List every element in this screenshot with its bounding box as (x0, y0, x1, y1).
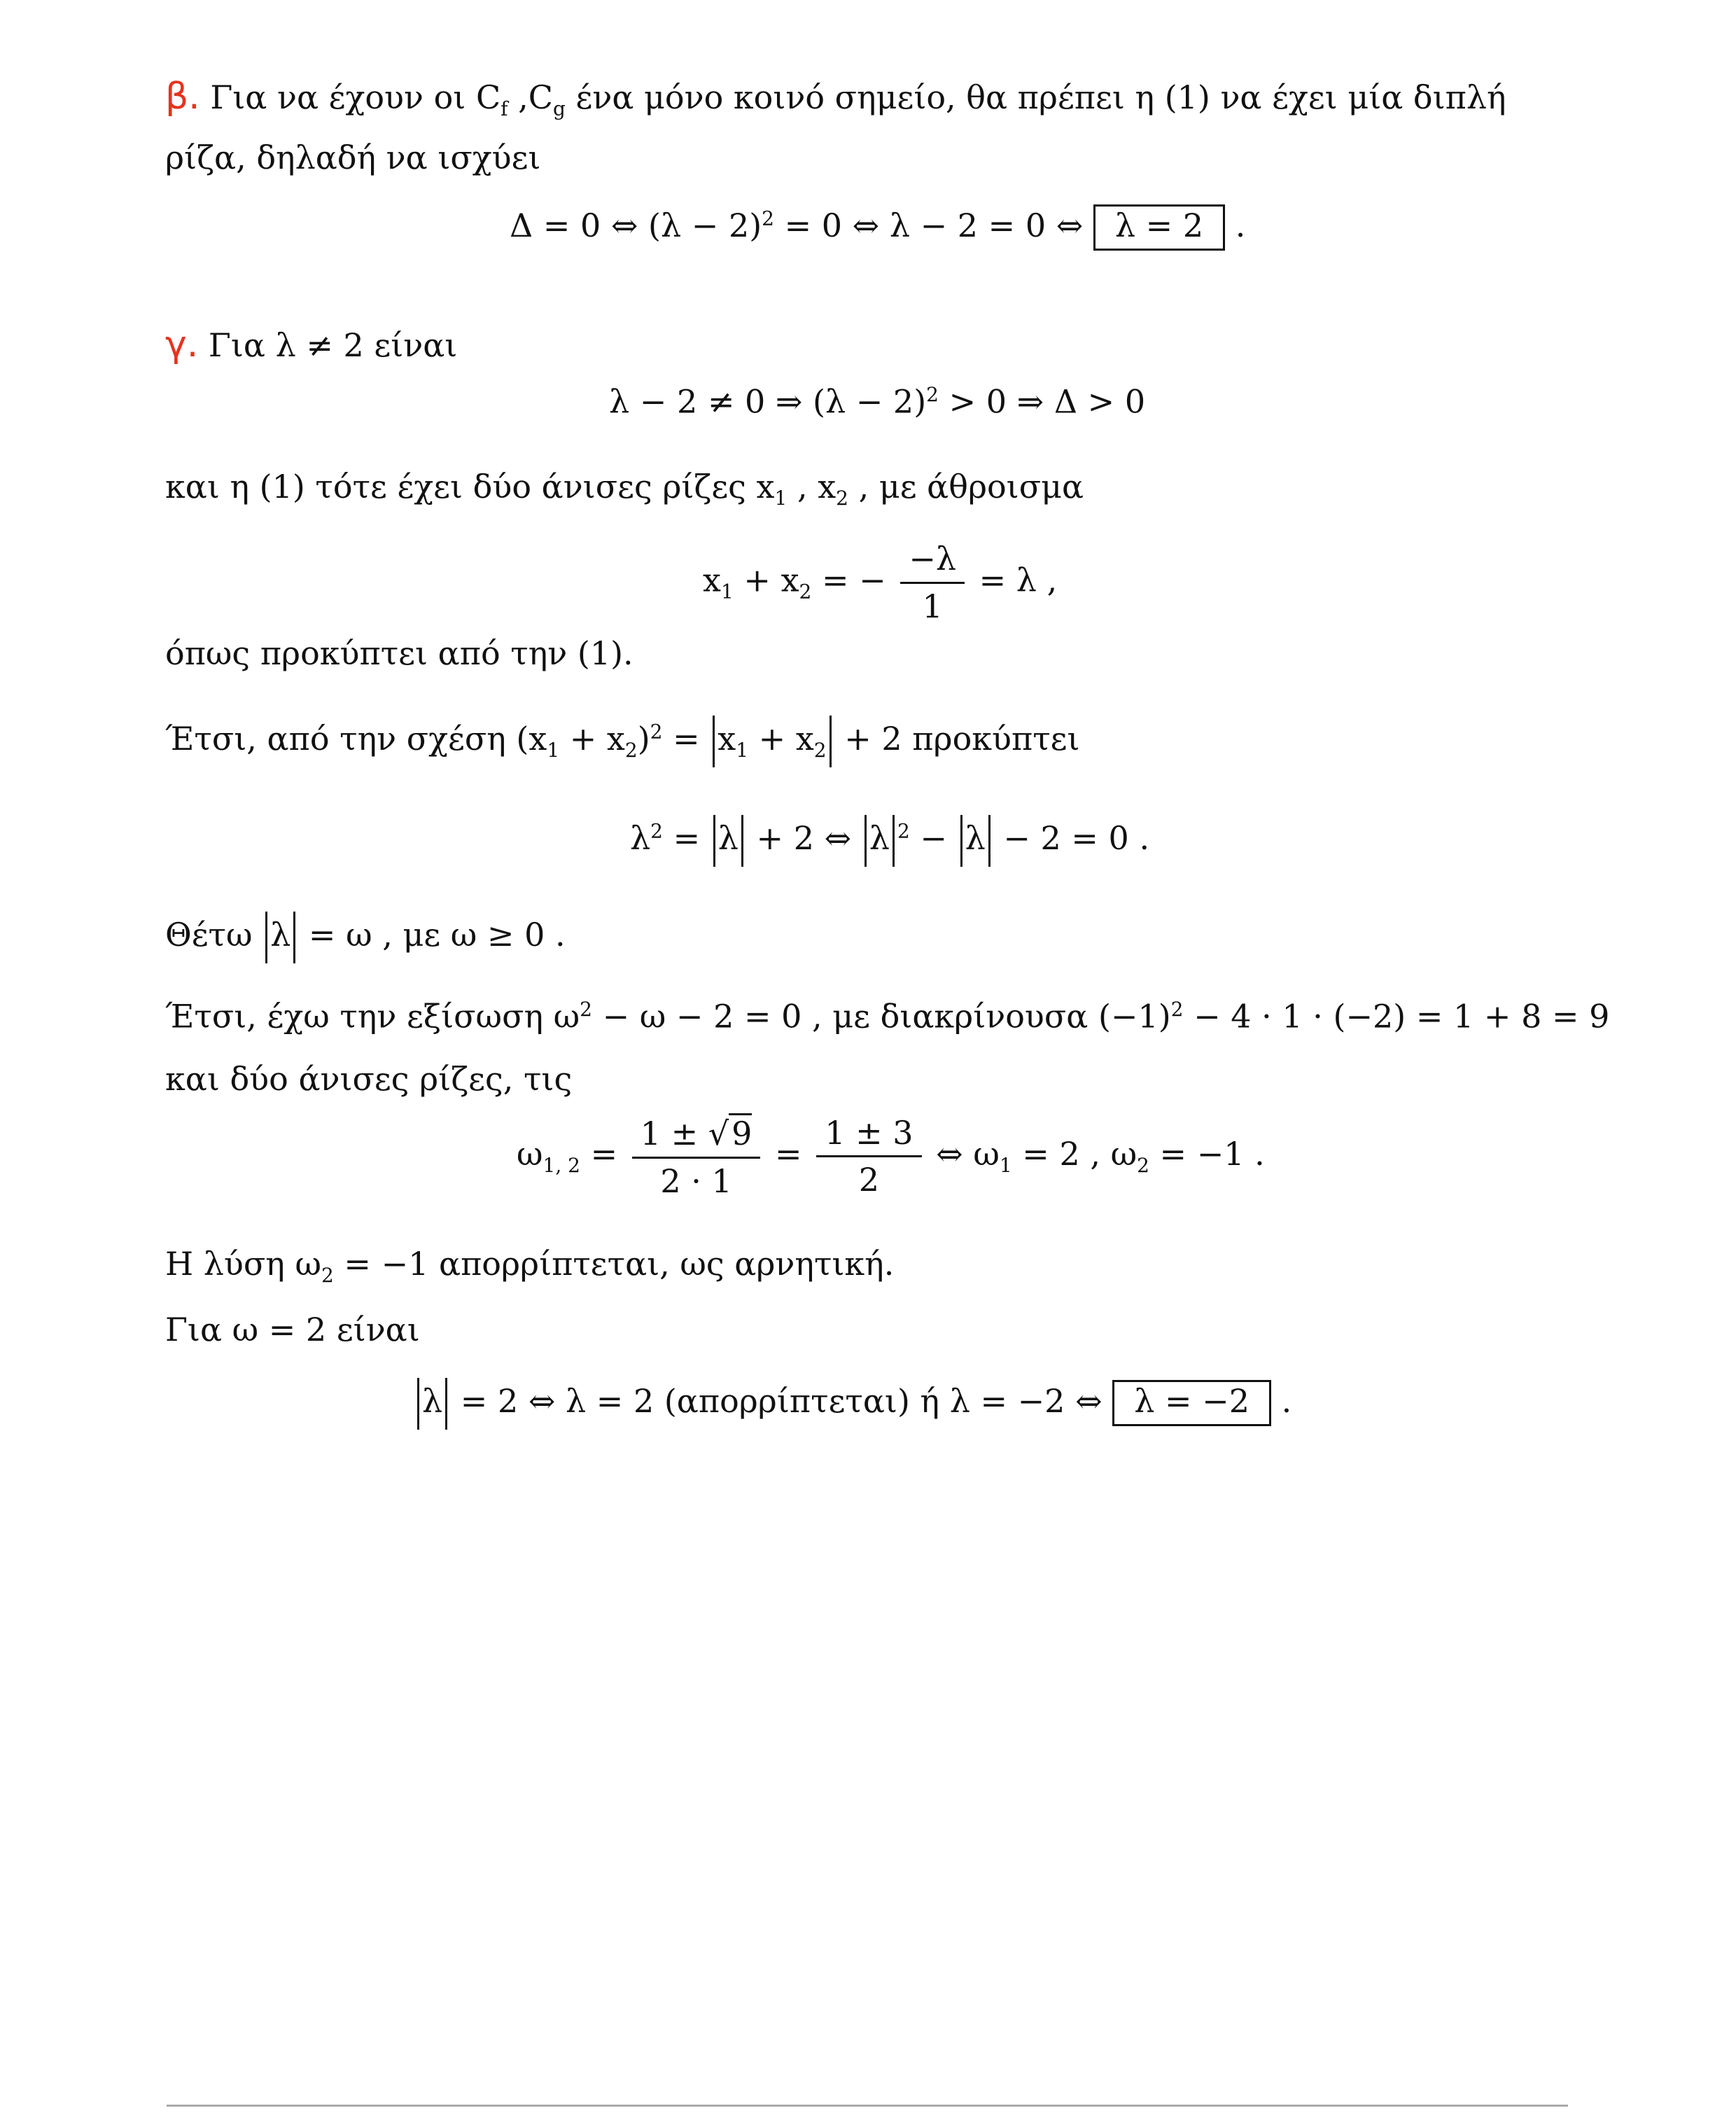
abs-bar (293, 912, 295, 963)
abs-bar (417, 1378, 419, 1430)
sqrt-radicand: 9 (729, 1113, 752, 1152)
math: . (1271, 1382, 1292, 1420)
math: Δ = 0 ⇔ (λ − 2) (510, 207, 762, 244)
math: λ (965, 819, 986, 857)
numerator: −λ (900, 541, 965, 584)
subscript: 2 (624, 739, 638, 762)
equation-lambda (630, 815, 1149, 867)
text: ένα μόνο κοινό σημείο, θα πρέπει η (1) να έχει μία διπλή (565, 78, 1506, 116)
abs-bar (741, 815, 743, 867)
equation-final (414, 1378, 1292, 1430)
superscript: 2 (580, 998, 592, 1021)
math: + x (733, 561, 799, 599)
superscript: 2 (762, 207, 774, 230)
rejection-line (165, 1245, 895, 1288)
math: . (1225, 207, 1246, 244)
text: , (507, 78, 528, 116)
math: λ (270, 916, 291, 954)
fraction (632, 1113, 761, 1200)
math: ⇔ ω (936, 1134, 1000, 1173)
subscript: 2 (813, 739, 827, 762)
math: = 0 ⇔ λ − 2 = 0 ⇔ (774, 207, 1093, 244)
numerator: 1 ± √9 (632, 1113, 761, 1159)
denominator: 2 · 1 (660, 1162, 732, 1200)
abs-bar (960, 815, 962, 867)
math: λ − 2 ≠ 0 ⇒ (λ − 2) (609, 382, 927, 421)
subscript: 2 (799, 580, 812, 604)
denominator: 2 (858, 1161, 879, 1199)
text: Για να έχουν οι (200, 78, 476, 116)
abs-bar (864, 815, 867, 867)
text: ) (637, 720, 650, 758)
equation-sum (703, 541, 1057, 625)
math: λ (422, 1382, 443, 1420)
from-line: όπως προκύπτει από την (1). (165, 634, 634, 672)
math: = −1 . (1149, 1134, 1265, 1173)
subscript: 2 (1137, 1154, 1149, 1178)
text: Έτσι, από την σχέση (x (165, 720, 547, 758)
math: − 2 = 0 . (993, 819, 1150, 857)
equation-discriminant (609, 382, 1146, 421)
part-gamma-label: γ. (165, 323, 199, 365)
substitution-line (165, 912, 566, 963)
numerator: 1 ± 3 (816, 1115, 921, 1158)
math: = 2 , ω (1011, 1134, 1138, 1173)
text: − 4 · 1 · (−2) = 1 + 8 = 9 (1183, 997, 1610, 1035)
superscript: 2 (650, 819, 663, 843)
math: 1 ± (640, 1115, 708, 1152)
subscript: g (552, 97, 566, 121)
boxed-answer: λ = −2 (1112, 1380, 1271, 1426)
part-beta-line2: ρίζα, δηλαδή να ισχύει (165, 139, 541, 176)
text: − ω − 2 = 0 , με διακρίνουσα (−1) (592, 997, 1171, 1035)
omega-two-line: Για ω = 2 είναι (165, 1311, 420, 1348)
subscript: 1 (736, 739, 749, 762)
math: > 0 ⇒ Δ > 0 (938, 382, 1146, 421)
text: Η λύση ω (165, 1245, 321, 1283)
part-beta-label: β. (165, 76, 200, 118)
text: , x (787, 468, 836, 505)
abs-bar (445, 1378, 447, 1430)
math: x (703, 561, 721, 599)
text: Έτσι, έχω την εξίσωση ω (165, 997, 580, 1035)
abs-bar (713, 815, 715, 867)
quadratic-line2: και δύο άνισες ρίζες, τις (165, 1060, 573, 1098)
part-beta-line1 (165, 78, 1506, 119)
superscript: 2 (1170, 998, 1184, 1021)
text: C (528, 78, 553, 116)
math: λ (869, 819, 890, 857)
text: + x (748, 720, 814, 758)
text: , με άθροισμα (848, 468, 1084, 505)
boxed-answer: λ = 2 (1093, 204, 1225, 251)
equation-delta (510, 204, 1245, 251)
footer-divider (167, 2105, 1568, 2107)
math: + 2 ⇔ (746, 819, 862, 857)
text: = −1 απορρίπτεται, ως αρνητική. (333, 1245, 895, 1283)
subscript: 1 (547, 739, 560, 762)
text: + x (559, 720, 625, 758)
abs-bar (892, 815, 895, 867)
math: = 2 ⇔ λ = 2 (απορρίπτεται) ή λ = −2 ⇔ (450, 1382, 1113, 1420)
part-gamma-line1 (165, 323, 458, 365)
subscript: 1 (720, 580, 734, 604)
math: = (775, 1134, 813, 1173)
math: = (662, 819, 710, 857)
text: = ω , με ω ≥ 0 . (298, 916, 566, 954)
subscript: f (500, 97, 508, 121)
abs-bar (830, 716, 832, 767)
math: λ (630, 819, 651, 857)
superscript: 2 (650, 720, 663, 744)
fraction (816, 1115, 921, 1199)
math: ω (517, 1134, 543, 1173)
fraction (900, 541, 965, 625)
subscript: 1 (999, 1154, 1012, 1178)
text: + 2 προκύπτει (834, 720, 1080, 758)
text: Για λ ≠ 2 είναι (198, 326, 458, 364)
superscript: 2 (926, 383, 939, 406)
subscript: 2 (321, 1264, 334, 1288)
denominator: 1 (922, 587, 943, 625)
abs-bar (988, 815, 990, 867)
text: x (718, 720, 736, 758)
relation-line (165, 716, 1080, 767)
abs-bar (713, 716, 715, 767)
subscript: 1 (774, 487, 788, 510)
superscript: 2 (897, 819, 910, 843)
abs-bar (265, 912, 267, 963)
subscript: 2 (836, 487, 848, 510)
text: = (662, 720, 710, 758)
equation-omega-solutions (517, 1113, 1265, 1200)
text: C (475, 78, 501, 116)
subscript: 1, 2 (542, 1154, 580, 1178)
text: και η (1) τότε έχει δύο άνισες ρίζες x (165, 468, 775, 505)
quadratic-line (165, 997, 1610, 1035)
roots-line (165, 470, 1084, 508)
math: = − (811, 561, 886, 599)
text: Θέτω (165, 916, 263, 954)
math: = (580, 1134, 628, 1173)
math: = λ , (979, 561, 1058, 599)
math: λ (718, 819, 738, 857)
math: − (909, 819, 958, 857)
